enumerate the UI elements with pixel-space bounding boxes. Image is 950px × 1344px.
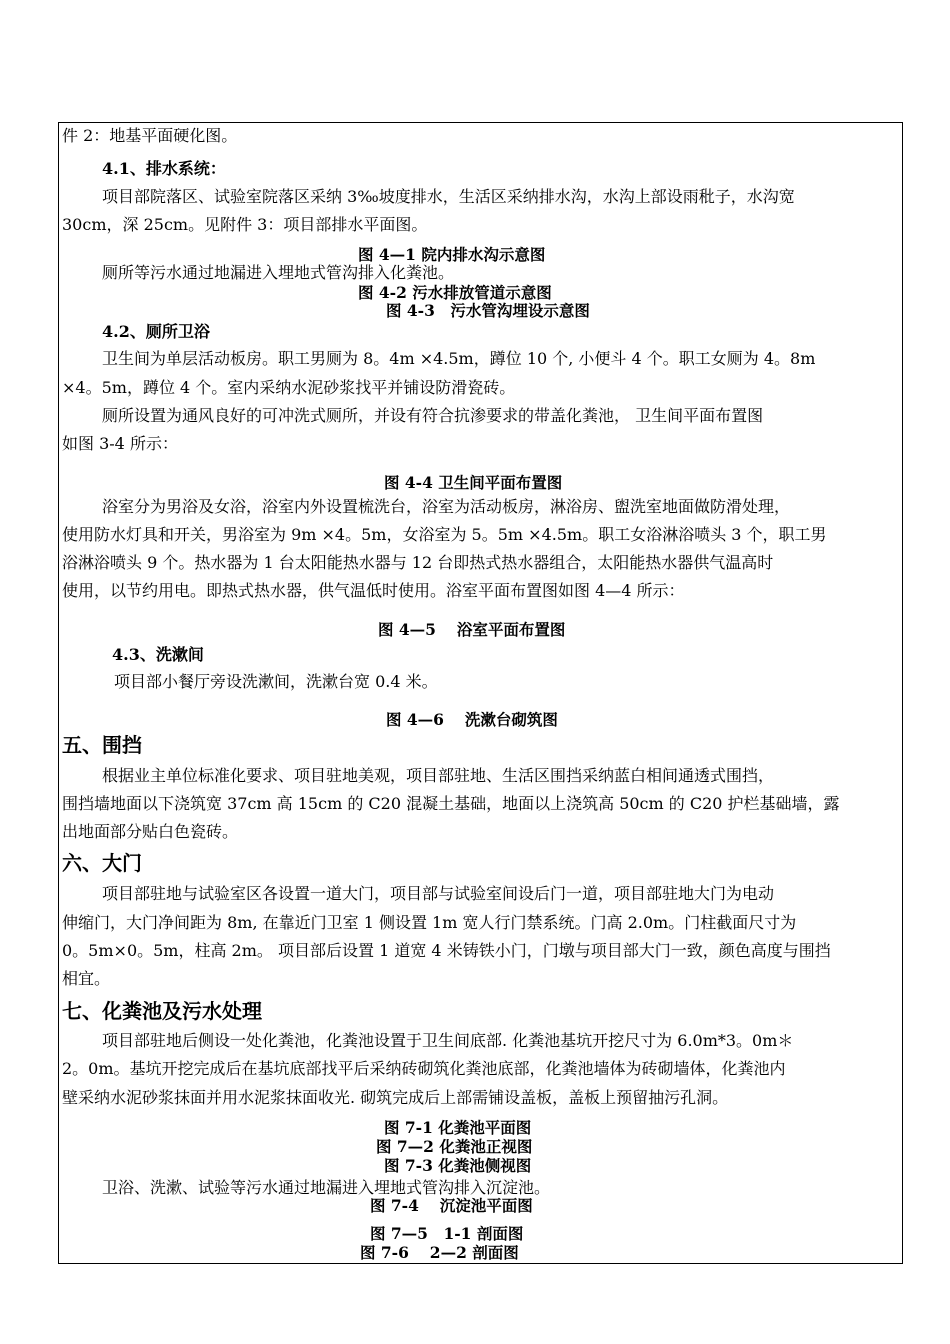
paragraph-line: 30cm，深 25cm。见附件 3：项目部排水平面图。 (62, 215, 428, 234)
attachment-line: 件 2：地基平面硬化图。 (62, 126, 238, 145)
paragraph-line: 围挡墙地面以下浇筑宽 37cm 高 15cm 的 C20 混凝土基础，地面以上浇筑高 50cm 的 C20 护栏基础墙，露 (62, 794, 840, 813)
figure-caption: 图 4—1 院内排水沟示意图 (358, 245, 546, 264)
paragraph-line: 0。5m×0。5m，柱高 2m。 项目部后设置 1 道宽 4 米铸铁小门，门墩与项目部大门一致，颜色高度与围挡 (62, 941, 831, 960)
paragraph-line: 项目部驻地后侧设一处化粪池，化粪池设置于卫生间底部. 化粪池基坑开挖尺寸为 6.0m*3。0m＊ (102, 1031, 794, 1050)
figure-caption: 图 7-4 沉淀池平面图 (370, 1196, 533, 1215)
paragraph-line: 壁采纳水泥砂浆抹面并用水泥浆抹面收光. 砌筑完成后上部需铺设盖板，盖板上预留抽污孔洞。 (62, 1088, 729, 1107)
figure-caption: 图 7-3 化粪池侧视图 (384, 1156, 532, 1175)
paragraph-line: 使用，以节约用电。即热式热水器，供气温低时使用。浴室平面布置图如图 4—4 所示： (62, 581, 685, 600)
figure-caption: 图 4—5 浴室平面布置图 (378, 620, 566, 639)
section-heading-4-2: 4.2、厕所卫浴 (102, 322, 210, 341)
paragraph-line: 项目部院落区、试验室院落区采纳 3‰坡度排水，生活区采纳排水沟，水沟上部设雨秕子，水沟宽 (102, 187, 795, 206)
figure-caption: 图 7-6 2—2 剖面图 (360, 1243, 519, 1262)
section-heading-4-1: 4.1、排水系统： (102, 159, 226, 178)
paragraph-line: 相宜。 (62, 969, 111, 988)
figure-caption: 图 7—5 1-1 剖面图 (370, 1224, 524, 1243)
paragraph-line: 2。0m。基坑开挖完成后在基坑底部找平后采纳砖砌筑化粪池底部，化粪池墙体为砖砌墙体，化粪池内 (62, 1059, 786, 1078)
figure-caption: 图 4-3 污水管沟埋设示意图 (386, 301, 590, 320)
figure-caption: 图 7-1 化粪池平面图 (384, 1118, 532, 1137)
chapter-heading-7: 七、化粪池及污水处理 (62, 999, 262, 1023)
figure-caption: 图 7—2 化粪池正视图 (376, 1137, 533, 1156)
paragraph-line: 卫浴、洗漱、试验等污水通过地漏进入埋地式管沟排入沉淀池。 (102, 1178, 551, 1197)
paragraph-line: 出地面部分贴白色瓷砖。 (62, 822, 239, 841)
paragraph-line: 卫生间为单层活动板房。职工男厕为 8。4m ×4.5m，蹲位 10 个, 小便斗 4 个。职工女厕为 4。8m (102, 349, 816, 368)
paragraph-line: 项目部驻地与试验室区各设置一道大门，项目部与试验室间设后门一道，项目部驻地大门为电动 (102, 884, 775, 903)
paragraph-line: 伸缩门，大门净间距为 8m, 在靠近门卫室 1 侧设置 1m 宽人行门禁系统。门高 2.0m。门柱截面尺寸为 (62, 913, 797, 932)
paragraph-line: 使用防水灯具和开关，男浴室为 9m ×4。5m，女浴室为 5。5m ×4.5m。职工女浴淋浴喷头 3 个，职工男 (62, 525, 827, 544)
paragraph-line: ×4。5m，蹲位 4 个。室内采纳水泥砂浆找平并铺设防滑瓷砖。 (62, 378, 516, 397)
chapter-heading-6: 六、大门 (62, 851, 142, 875)
paragraph-line: 项目部小餐厅旁设洗漱间，洗漱台宽 0.4 米。 (114, 672, 438, 691)
figure-caption: 图 4-4 卫生间平面布置图 (384, 473, 563, 492)
chapter-heading-5: 五、围挡 (62, 733, 142, 757)
section-heading-4-3: 4.3、洗漱间 (112, 645, 204, 664)
paragraph-line: 浴室分为男浴及女浴，浴室内外设置梳洗台，浴室为活动板房，淋浴房、盥洗室地面做防滑处理， (102, 497, 791, 516)
figure-caption: 图 4-2 污水排放管道示意图 (358, 283, 552, 302)
figure-caption: 图 4—6 洗漱台砌筑图 (386, 710, 558, 729)
paragraph-line: 厕所等污水通过地漏进入埋地式管沟排入化粪池。 (102, 263, 455, 282)
paragraph-line: 如图 3-4 所示： (62, 434, 178, 453)
paragraph-line: 浴淋浴喷头 9 个。热水器为 1 台太阳能热水器与 12 台即热式热水器组合，太阳能热水器供气温高时 (62, 553, 774, 572)
paragraph-line: 根据业主单位标准化要求、项目驻地美观，项目部驻地、生活区围挡采纳蓝白相间通透式围挡， (102, 766, 775, 785)
paragraph-line: 厕所设置为通风良好的可冲洗式厕所，并设有符合抗渗要求的带盖化粪池， 卫生间平面布置图 (102, 406, 764, 425)
